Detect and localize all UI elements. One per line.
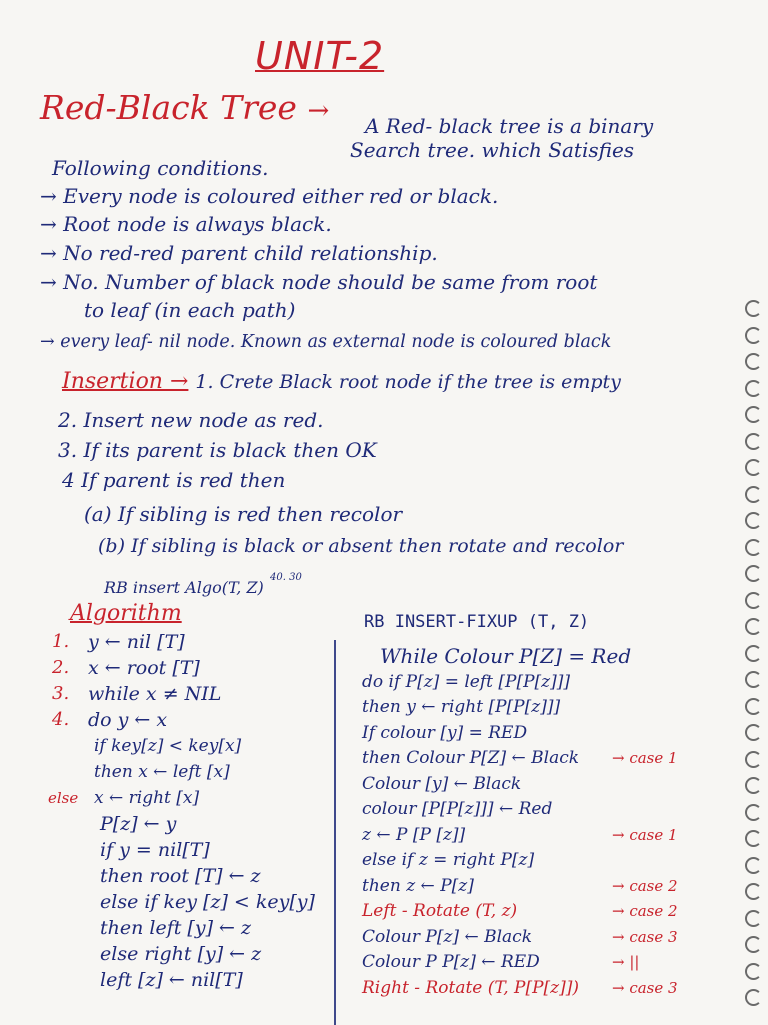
spiral-binding bbox=[742, 300, 766, 1024]
condition-4-cont: to leaf (in each path) bbox=[84, 298, 296, 322]
left-line-number: 3. bbox=[52, 683, 70, 704]
algo-note: RB insert Algo(T, Z) bbox=[104, 578, 264, 597]
left-line-text: left [z] ← nil[T] bbox=[100, 969, 243, 991]
left-line-text: else right [y] ← z bbox=[100, 943, 262, 965]
binding-ring bbox=[745, 936, 762, 953]
insertion-step-4: 4 If parent is red then bbox=[62, 468, 286, 492]
definition-line-3: Following conditions. bbox=[52, 156, 269, 180]
condition-1: → Every node is coloured either red or black. bbox=[40, 184, 499, 208]
binding-ring bbox=[745, 910, 762, 927]
left-line-text: else if key [z] < key[y] bbox=[100, 891, 315, 913]
binding-ring bbox=[745, 539, 762, 556]
condition-3-text: → No red-red parent child relationship. bbox=[40, 241, 438, 265]
binding-ring bbox=[745, 698, 762, 715]
right-line-text: Right - Rotate (T, P[P[z]]) bbox=[362, 977, 580, 998]
right-heading: RB INSERT-FIXUP (T, Z) bbox=[364, 612, 590, 632]
left-line-text: do y ← x bbox=[88, 709, 168, 731]
binding-ring bbox=[745, 433, 762, 450]
right-line-text: do if P[z] = left [P[P[z]]] bbox=[362, 671, 571, 692]
case-annotation: → case 2 bbox=[612, 902, 678, 920]
binding-ring bbox=[745, 353, 762, 370]
right-line-text: else if z = right P[z] bbox=[362, 850, 535, 870]
right-line-text: While Colour P[Z] = Red bbox=[380, 644, 632, 668]
insertion-step-1: 1. Crete Black root node if the tree is empty bbox=[195, 371, 621, 393]
left-line-number: 1. bbox=[52, 631, 70, 652]
right-line-text: Colour [y] ← Black bbox=[362, 773, 522, 794]
right-line-text: then z ← P[z] bbox=[362, 875, 474, 896]
binding-ring bbox=[745, 645, 762, 662]
insertion-step-3: 3. If its parent is black then OK bbox=[58, 438, 377, 462]
binding-ring bbox=[745, 857, 762, 874]
binding-ring bbox=[745, 406, 762, 423]
right-line-text: Left - Rotate (T, z) bbox=[362, 901, 518, 921]
algo-note-above: 40. 30 bbox=[270, 572, 302, 583]
right-line-text: Colour P P[z] ← RED bbox=[362, 952, 540, 972]
binding-ring bbox=[745, 327, 762, 344]
binding-ring bbox=[745, 883, 762, 900]
right-line-text: If colour [y] = RED bbox=[362, 722, 528, 743]
unit-title: UNIT-2 bbox=[255, 34, 385, 78]
topic-heading bbox=[40, 88, 329, 127]
left-line-text: while x ≠ NIL bbox=[88, 683, 222, 705]
binding-ring bbox=[745, 671, 762, 688]
left-line-number: 2. bbox=[52, 657, 70, 678]
binding-ring bbox=[745, 804, 762, 821]
left-line-number: else bbox=[48, 789, 79, 807]
column-divider bbox=[334, 640, 336, 1025]
binding-ring bbox=[745, 830, 762, 847]
case-annotation: → case 3 bbox=[612, 978, 678, 997]
binding-ring bbox=[745, 565, 762, 582]
left-line-number: 4. bbox=[52, 709, 70, 730]
definition-line-1: A Red- black tree is a binary bbox=[365, 114, 654, 138]
left-line-text: then root [T] ← z bbox=[100, 865, 261, 887]
binding-ring bbox=[745, 618, 762, 635]
right-line-text: Colour P[z] ← Black bbox=[362, 926, 532, 947]
insertion-label: Insertion → bbox=[62, 369, 189, 394]
binding-ring bbox=[745, 512, 762, 529]
left-heading: Algorithm bbox=[70, 601, 182, 626]
right-line-text: then y ← right [P[P[z]]] bbox=[362, 697, 561, 717]
condition-5: → every leaf- nil node. Known as external node is coloured black bbox=[40, 332, 612, 352]
case-annotation: → case 1 bbox=[612, 749, 678, 767]
right-line-text: z ← P [P [z]] bbox=[362, 824, 466, 845]
left-line-text: if key[z] < key[x] bbox=[94, 736, 242, 756]
binding-ring bbox=[745, 989, 762, 1006]
case-annotation: → case 1 bbox=[612, 825, 678, 844]
definition-line-2: Search tree. which Satisfies bbox=[350, 138, 635, 162]
insertion-step-2: 2. Insert new node as red. bbox=[58, 408, 324, 432]
binding-ring bbox=[745, 380, 762, 397]
right-line-text: then Colour P[Z] ← Black bbox=[362, 748, 580, 768]
left-line-text: then x ← left [x] bbox=[94, 762, 230, 782]
topic-title: Red-Black Tree bbox=[40, 88, 297, 127]
insertion-heading bbox=[62, 370, 621, 394]
left-line-text: x ← root [T] bbox=[88, 657, 200, 679]
left-line-text: x ← right [x] bbox=[94, 788, 200, 808]
left-line-text: y ← nil [T] bbox=[88, 631, 185, 653]
binding-ring bbox=[745, 459, 762, 476]
binding-ring bbox=[745, 300, 762, 317]
insertion-step-4b: (b) If sibling is black or absent then rotate and recolor bbox=[98, 535, 624, 557]
insertion-step-4a: (a) If sibling is red then recolor bbox=[84, 502, 403, 526]
binding-ring bbox=[745, 751, 762, 768]
left-line-text: P[z] ← y bbox=[100, 813, 177, 835]
arrow-icon: → bbox=[307, 96, 330, 126]
binding-ring bbox=[745, 963, 762, 980]
binding-ring bbox=[745, 724, 762, 741]
binding-ring bbox=[745, 777, 762, 794]
case-annotation: → case 3 bbox=[612, 927, 678, 946]
binding-ring bbox=[745, 592, 762, 609]
binding-ring bbox=[745, 486, 762, 503]
left-line-text: then left [y] ← z bbox=[100, 917, 251, 939]
condition-2: → Root node is always black. bbox=[40, 212, 332, 236]
left-line-text: if y = nil[T] bbox=[100, 839, 210, 861]
case-annotation: → || bbox=[612, 953, 640, 971]
condition-3 bbox=[40, 241, 438, 265]
right-line-text: colour [P[P[z]]] ← Red bbox=[362, 799, 553, 819]
condition-4: → No. Number of black node should be same from root bbox=[40, 270, 598, 294]
case-annotation: → case 2 bbox=[612, 876, 678, 895]
